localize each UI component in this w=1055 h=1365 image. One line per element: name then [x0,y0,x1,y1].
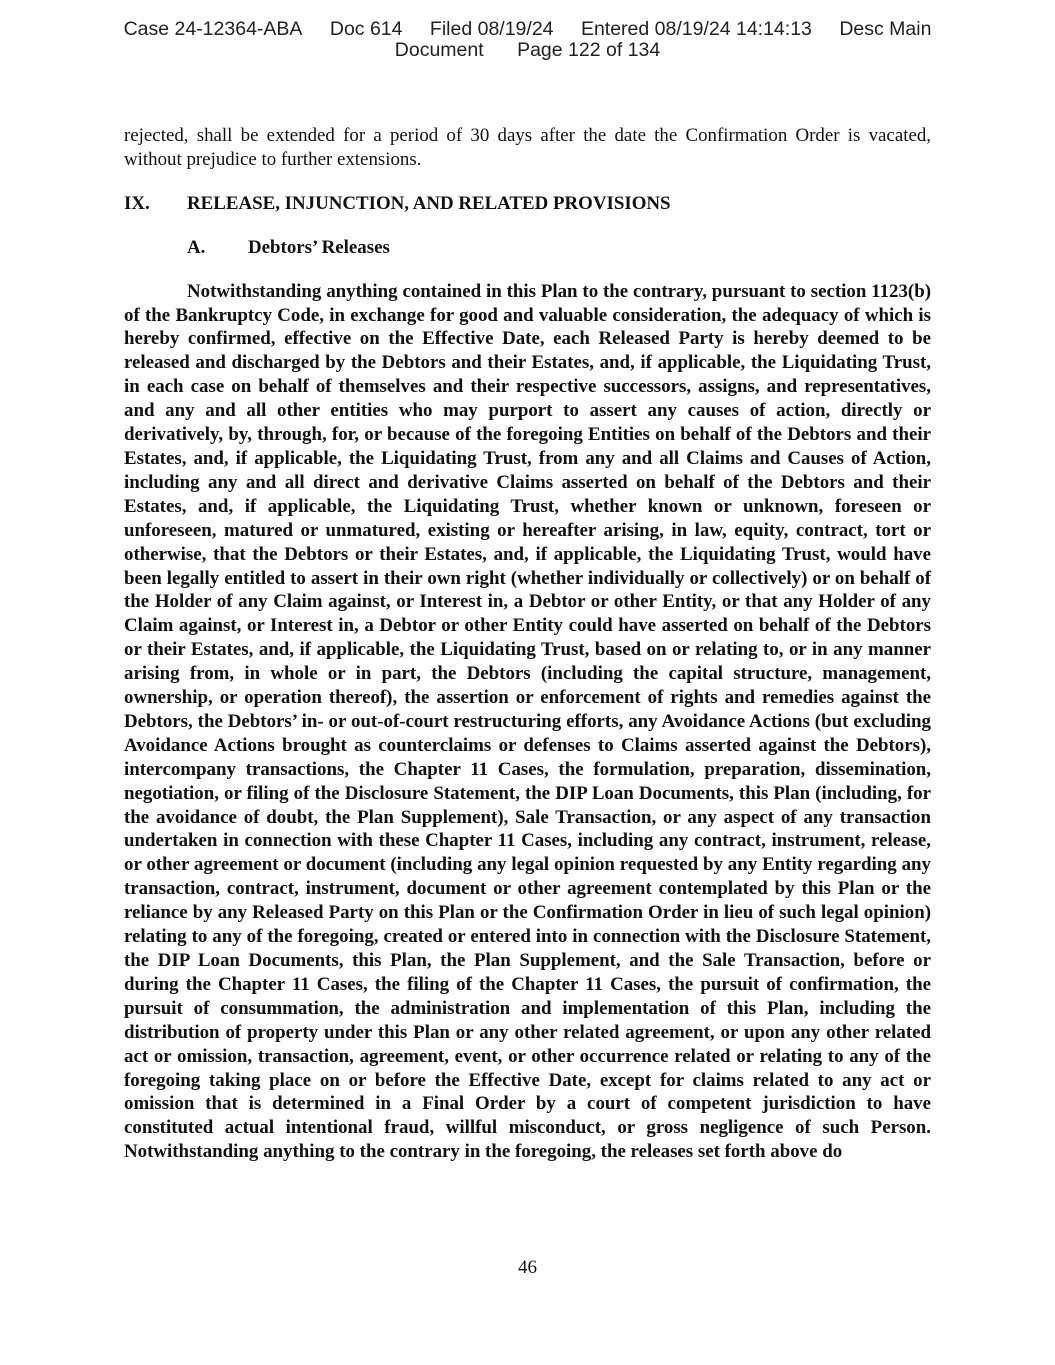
debtors-release-paragraph: Notwithstanding anything contained in this Plan to the contrary, pursuant to section 1123(b) of the Bankruptcy Code, in exchange for good and valuable consideration, the adequacy of which is hereby confirmed, effective on the Effective Date, each Released Party is hereby deemed to be released and discharged by the Debtors and their Estates, and, if applicable, the Liquidating Trust, in each case on behalf of themselves and their respective successors, assigns, and representatives, and any and all other entities who may purport to assert any causes of action, directly or derivatively, by, through, for, or because of the foregoing Entities on behalf of the Debtors and their Estates, and, if applicable, the Liquidating Trust, from any and all Claims and Causes of Action, including any and all direct and derivative Claims asserted on behalf of the Debtors and their Estates, and, if applicable, the Liquidating Trust, whether known or unknown, foreseen or unforeseen, matured or unmatured, existing or hereafter arising, in law, equity, contract, tort or otherwise, that the Debtors or their Estates, and, if applicable, the Liquidating Trust, would have been legally entitled to assert in their own right (whether individually or collectively) or on behalf of the Holder of any Claim against, or Interest in, a Debtor or other Entity, or that any Holder of any Claim against, or Interest in, a Debtor or other Entity could have asserted on behalf of the Debtors or their Estates, and, if applicable, the Liquidating Trust, based on or relating to, or in any manner arising from, in whole or in part, the Debtors (including the capital structure, management, ownership, or operation thereof), the assertion or enforcement of rights and remedies against the Debtors, the Debtors’ in- or out-of-court restructuring efforts, any Avoidance Actions (but excluding Avoidance Actions brought as counterclaims or defenses to Claims asserted against the Debtors), intercompany transactions, the Chapter 11 Cases, the formulation, preparation, dissemination, negotiation, or filing of the Disclosure Statement, the DIP Loan Documents, this Plan (including, for the avoidance of doubt, the Plan Supplement), Sale Transaction, or any aspect of any transaction undertaken in connection with these Chapter 11 Cases, including any contract, instrument, release, or other agreement or document (including any legal opinion requested by any Entity regarding any transaction, contract, instrument, document or other agreement contemplated by this Plan or the reliance by any Released Party on this Plan or the Confirmation Order in lieu of such legal opinion) relating to any of the foregoing, created or entered into in connection with the Disclosure Statement, the DIP Loan Documents, this Plan, the Plan Supplement, and the Sale Transaction, before or during the Chapter 11 Cases, the filing of the Chapter 11 Cases, the pursuit of confirmation, the pursuit of consummation, the administration and implementation of this Plan, including the distribution of property under this Plan or any other related agreement, or upon any other related act or omission, transaction, agreement, event, or other occurrence related or relating to any of the foregoing taking place on or before the Effective Date, except for claims related to any act or omission that is determined in a Final Order by a court of competent jurisdiction to have constituted actual intentional fraud, willful misconduct, or gross negligence of such Person. Notwithstanding anything to the contrary in the foregoing, the releases set forth above do [124,280,931,1163]
section-number: IX. [124,192,150,214]
entered-date: Entered 08/19/24 14:14:13 [580,18,812,40]
court-filing-stamp [0,19,1055,61]
subsection-title: Debtors’ Releases [248,236,390,258]
page-of-total: Page 122 of 134 [517,39,661,61]
filed-date: Filed 08/19/24 [429,18,554,40]
section-title: RELEASE, INJUNCTION, AND RELATED PROVISIONS [187,192,671,214]
subsection-number: A. [187,236,206,258]
subsection-heading [187,236,931,260]
doc-description: Desc Main [839,18,932,40]
doc-type: Document [394,39,484,61]
doc-number: Doc 614 [329,18,403,40]
continuation-paragraph: rejected, shall be extended for a period of 30 days after the date the Confirmation Order is vacated, without prejudice to further extensions. [124,125,931,170]
filing-stamp-line-1 [0,19,1055,40]
page-number: 46 [518,1257,537,1278]
section-heading [124,192,931,216]
case-number: Case 24-12364-ABA [123,18,303,40]
filing-stamp-line-2 [0,40,1055,61]
document-body [124,124,931,1164]
